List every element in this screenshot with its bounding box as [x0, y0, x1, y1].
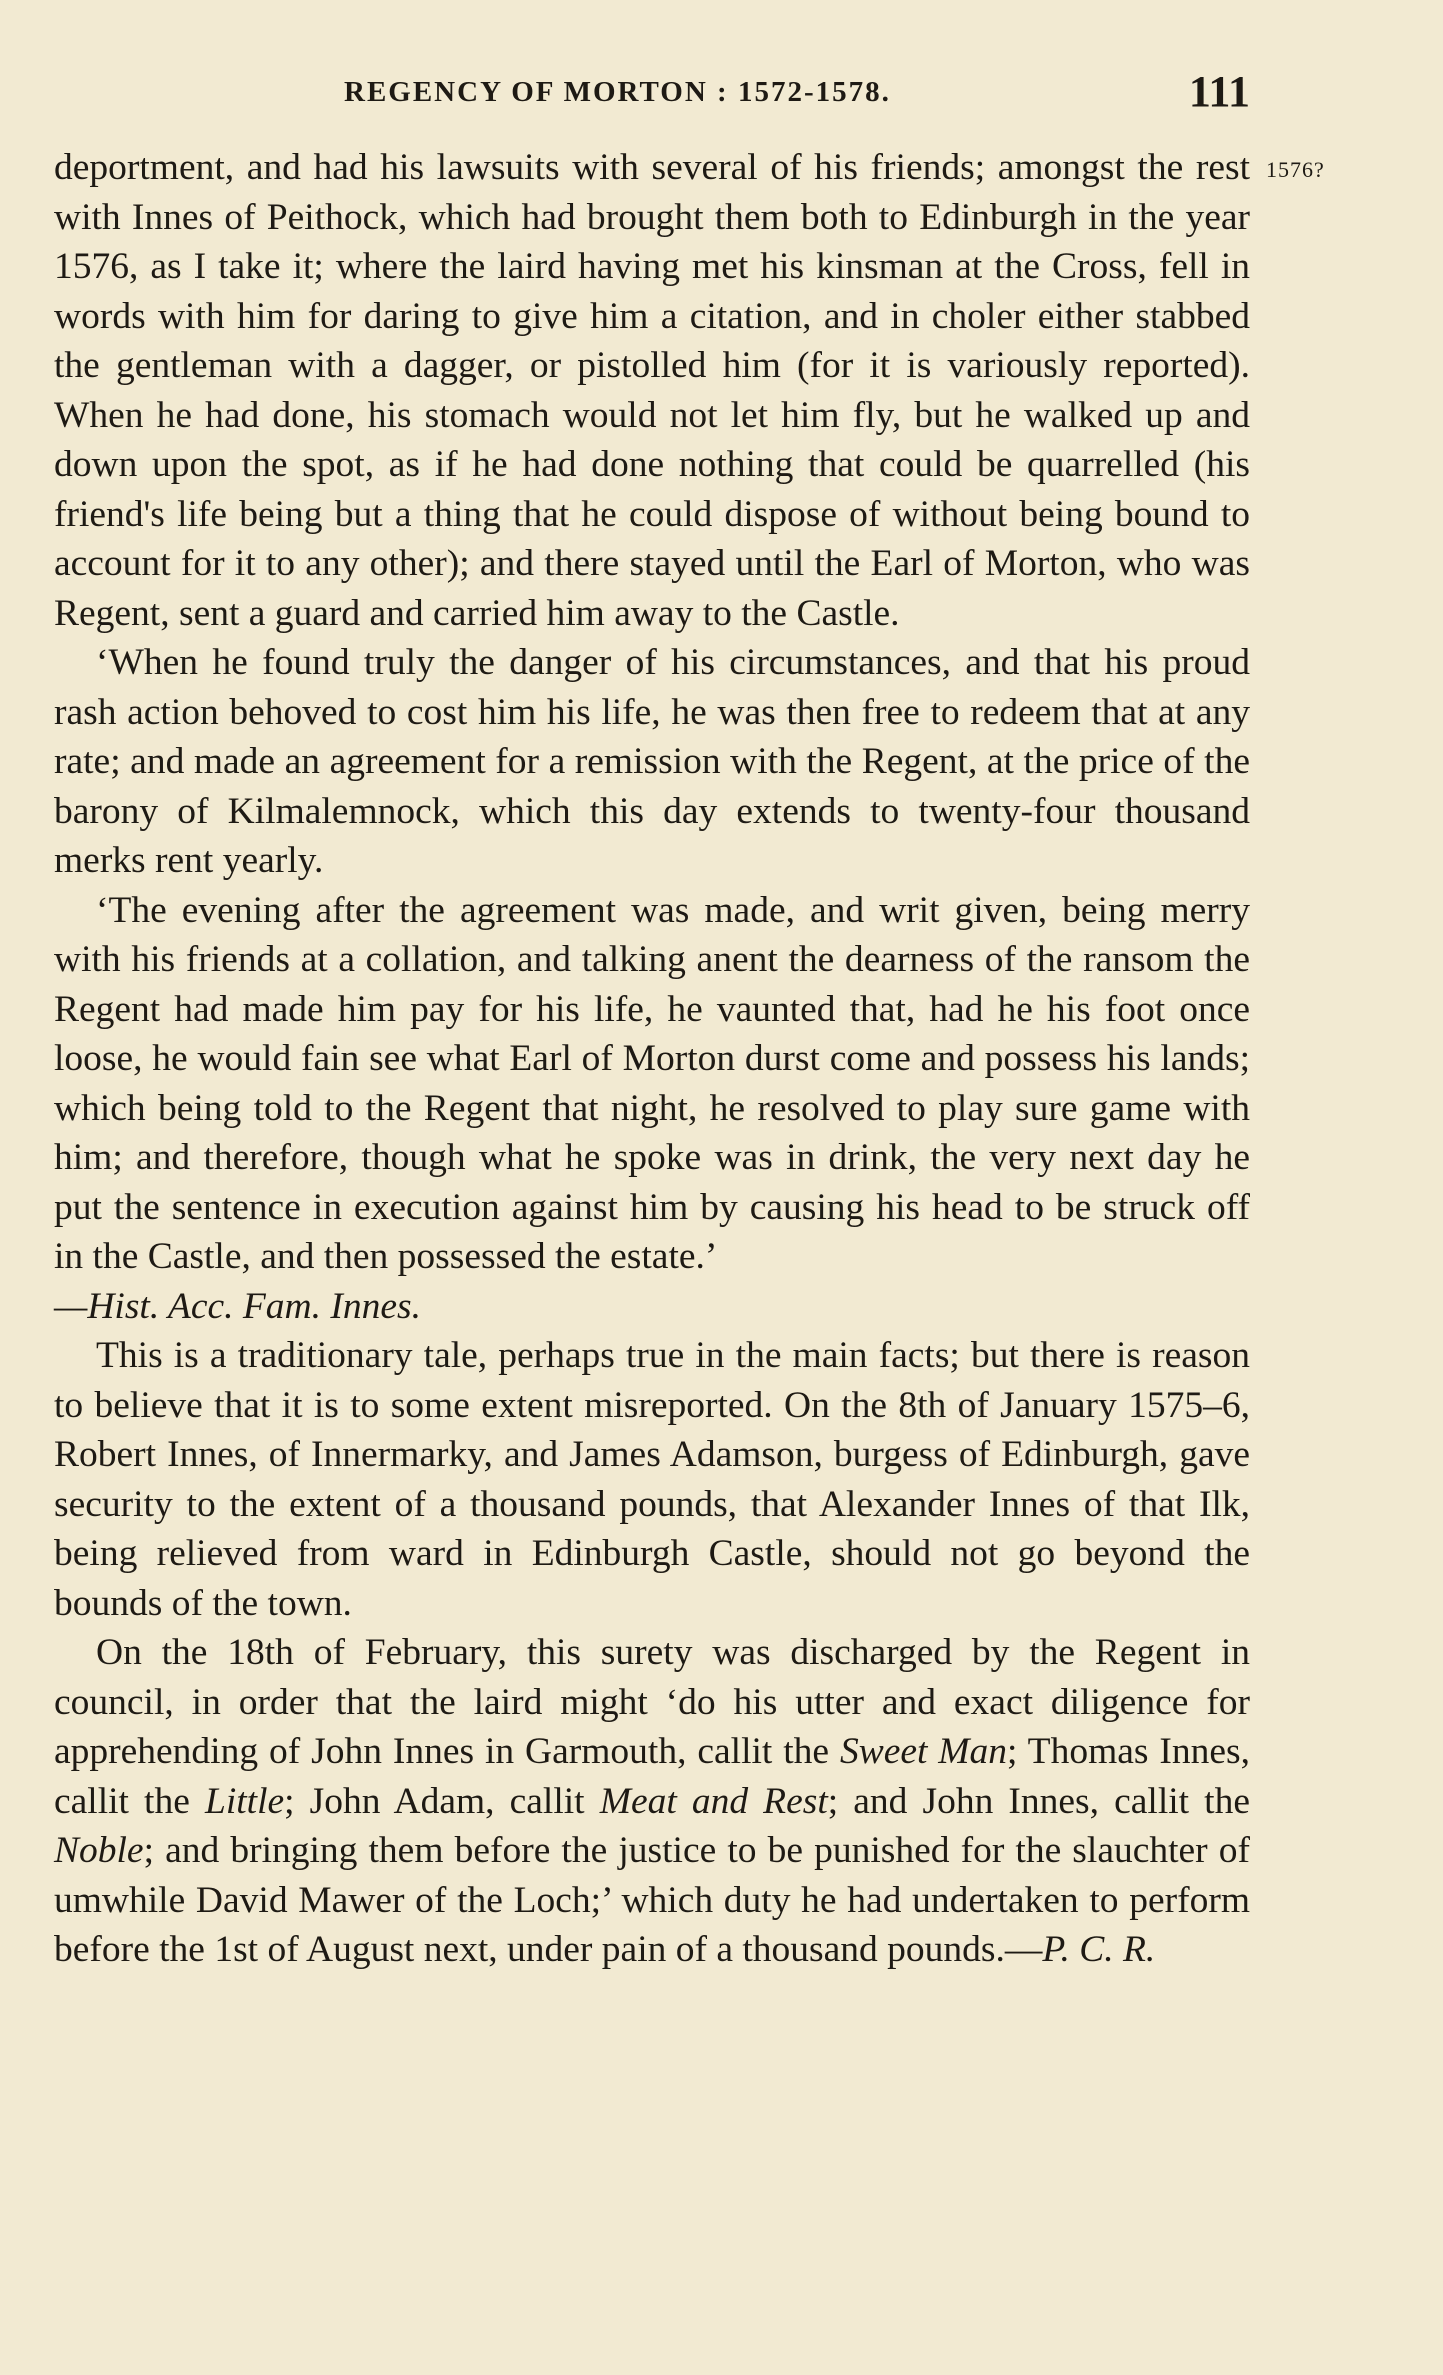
text-segment: ; Thomas Innes, callit the	[54, 1731, 1250, 1822]
text-segment: ‘The evening after the agreement was made, and writ given, being merry with his friends at a collation, and talking anent the dearness of the ransom the Regent had made him pay for his life, he vaunted that, had he his foot once loose, he would fain see what Earl of Morton durst come and possess his lands; which being told to the Regent that night, he resolved to play sure game with him; and therefore, though what he spoke was in drink, the very next day he put the sentence in execution against him by causing his head to be struck off in the Castle, and then possessed the estate.’	[54, 889, 1250, 1277]
running-head-title: REGENCY OF MORTON : 1572-1578.	[344, 76, 891, 108]
text-segment: —Hist. Acc. Fam. Innes.	[54, 1285, 421, 1327]
italic-name-meat-and-rest: Meat and Rest	[599, 1780, 828, 1822]
italic-name-little: Little	[204, 1780, 285, 1822]
text-segment: This is a traditionary tale, perhaps true in the main facts; but there is reason to believe that it is to some extent misreported. On the 8th of January 1575–6, Robert Innes, of Innermarky, and James Adamson, burgess of Edinburgh, gave security to the extent of a thousand pounds, that Alexander Innes of that Ilk, being relieved from ward in Edinburgh Castle, should not go beyond the bounds of the town.	[54, 1335, 1250, 1624]
italic-name-sweet-man: Sweet Man	[839, 1731, 1008, 1772]
margin-year-note: 1576?	[1266, 157, 1325, 182]
page-number: 111	[1188, 67, 1250, 116]
text-segment: ; and John Innes, callit the	[827, 1780, 1250, 1822]
text-segment: ; and bringing them before the justice to be punished for the slauchter of umwhile David Mawer of the Loch;’ which duty he had undertaken to perform before the 1st of August next, under pain of a thousand pounds.—	[54, 1830, 1250, 1970]
text-segment: deportment, and had his lawsuits with several of his friends; amongst the rest with Innes of Peithock, which had brought them both to Edinburgh in the year 1576, as I take it; where the laird having met his kinsman at the Cross, fell in words with him for daring to give him a citation, and in choler either stabbed the gentleman with a dagger, or pistolled him (for it is variously reported). When he had done, his stomach would not let him fly, but he walked up and down upon the spot, as if he had done nothing that could be quarrelled (his friend's life being but a thing that he could dispose of without being bound to account for it to any other); and there stayed until the Earl of Morton, who was Regent, sent a guard and carried him away to the Castle.	[54, 147, 1250, 634]
text-segment: ; John Adam, callit	[284, 1780, 600, 1822]
citation-pcr: P. C. R.	[1042, 1929, 1156, 1970]
text-segment: On the 18th of February, this surety was discharged by the Regent in council, in order that the laird might ‘do his utter and exact diligence for apprehending of John Innes in Garmouth, callit the	[54, 1632, 1250, 1772]
paragraph-quote-evening	[54, 886, 1250, 1282]
paragraph-traditionary-tale	[54, 1331, 1250, 1628]
paragraph-continued	[54, 143, 1250, 638]
source-attribution	[54, 1282, 1250, 1332]
italic-name-noble: Noble	[54, 1830, 144, 1871]
text-segment: ‘When he found truly the danger of his circumstances, and that his proud rash action behoved to cost him his life, he was then free to redeem that at any rate; and made an agreement for a remission with the Regent, at the price of the barony of Kilmalemnock, which this day extends to twenty-four thousand merks rent yearly.	[54, 642, 1250, 881]
running-head	[54, 66, 1250, 126]
paragraph-surety-discharged	[54, 1628, 1250, 1975]
body-text	[54, 143, 1250, 1975]
paragraph-quote-remission	[54, 638, 1250, 886]
